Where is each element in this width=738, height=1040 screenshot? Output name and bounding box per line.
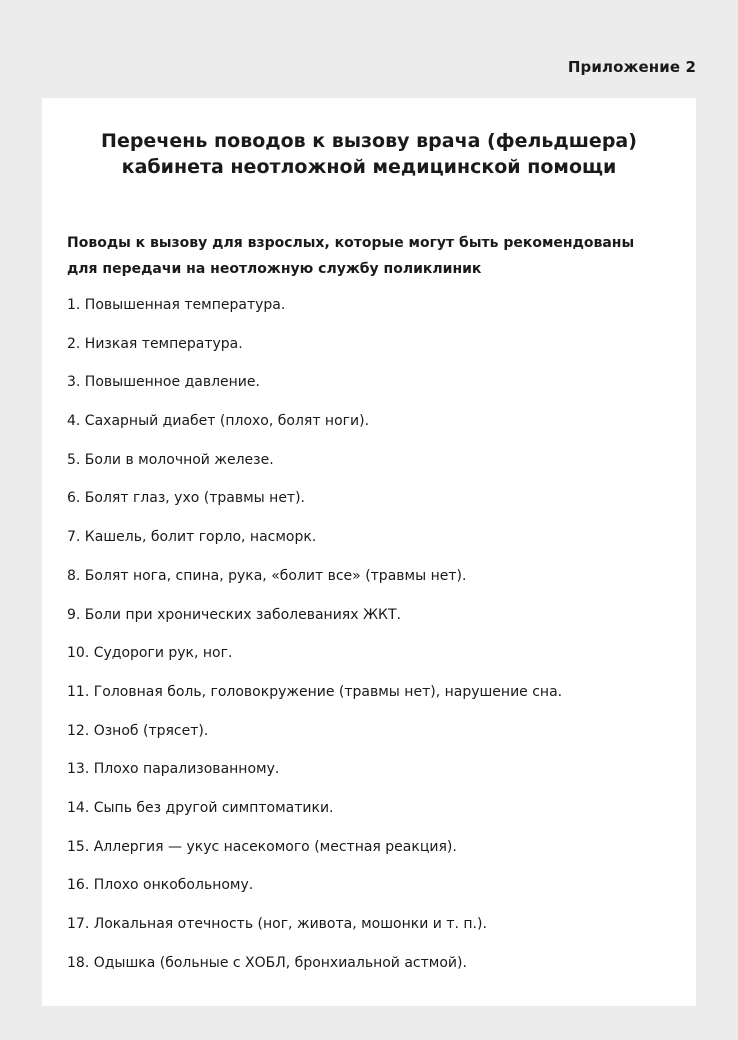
section-heading-line-2: для передачи на неотложную службу поликлиник [67,261,482,277]
document-title-line-2: кабинета неотложной медицинской помощи [121,156,617,178]
document-card [42,98,696,1006]
document-title [42,128,696,180]
section-heading-line-1: Поводы к вызову для взрослых, которые могут быть рекомендованы [67,235,635,251]
list-item: 12. Озноб (трясет). [67,722,209,739]
appendix-label: Приложение 2 [567,58,696,76]
list-item: 8. Болят нога, спина, рука, «болит все» (травмы нет). [67,567,467,584]
list-item: 18. Одышка (больные с ХОБЛ, бронхиальной астмой). [67,954,467,971]
list-item: 4. Сахарный диабет (плохо, болят ноги). [67,413,370,430]
list-item: 5. Боли в молочной железе. [67,451,274,468]
list-item: 15. Аллергия — укус насекомого (местная реакция). [67,838,457,855]
list-item: 1. Повышенная температура. [67,297,286,313]
list-item: 16. Плохо онкобольному. [67,877,254,894]
list-item: 3. Повышенное давление. [67,374,260,391]
list-item: 17. Локальная отечность (ног, живота, мошонки и т. п.). [67,916,487,932]
document-title-line-1: Перечень поводов к вызову врача (фельдшера) [101,130,637,152]
list-item: 14. Сыпь без другой симптоматики. [67,799,334,816]
list-item: 2. Низкая температура. [67,335,243,352]
list-item: 6. Болят глаз, ухо (травмы нет). [67,490,305,507]
list-item: 9. Боли при хронических заболеваниях ЖКТ. [67,606,401,623]
list-item: 10. Судороги рук, ног. [67,645,233,662]
list-item: 11. Головная боль, головокружение (травмы нет), нарушение сна. [67,683,563,700]
reasons-list [67,295,677,991]
list-item: 13. Плохо парализованному. [67,761,280,778]
section-heading [67,230,677,282]
list-item: 7. Кашель, болит горло, насморк. [67,529,317,546]
